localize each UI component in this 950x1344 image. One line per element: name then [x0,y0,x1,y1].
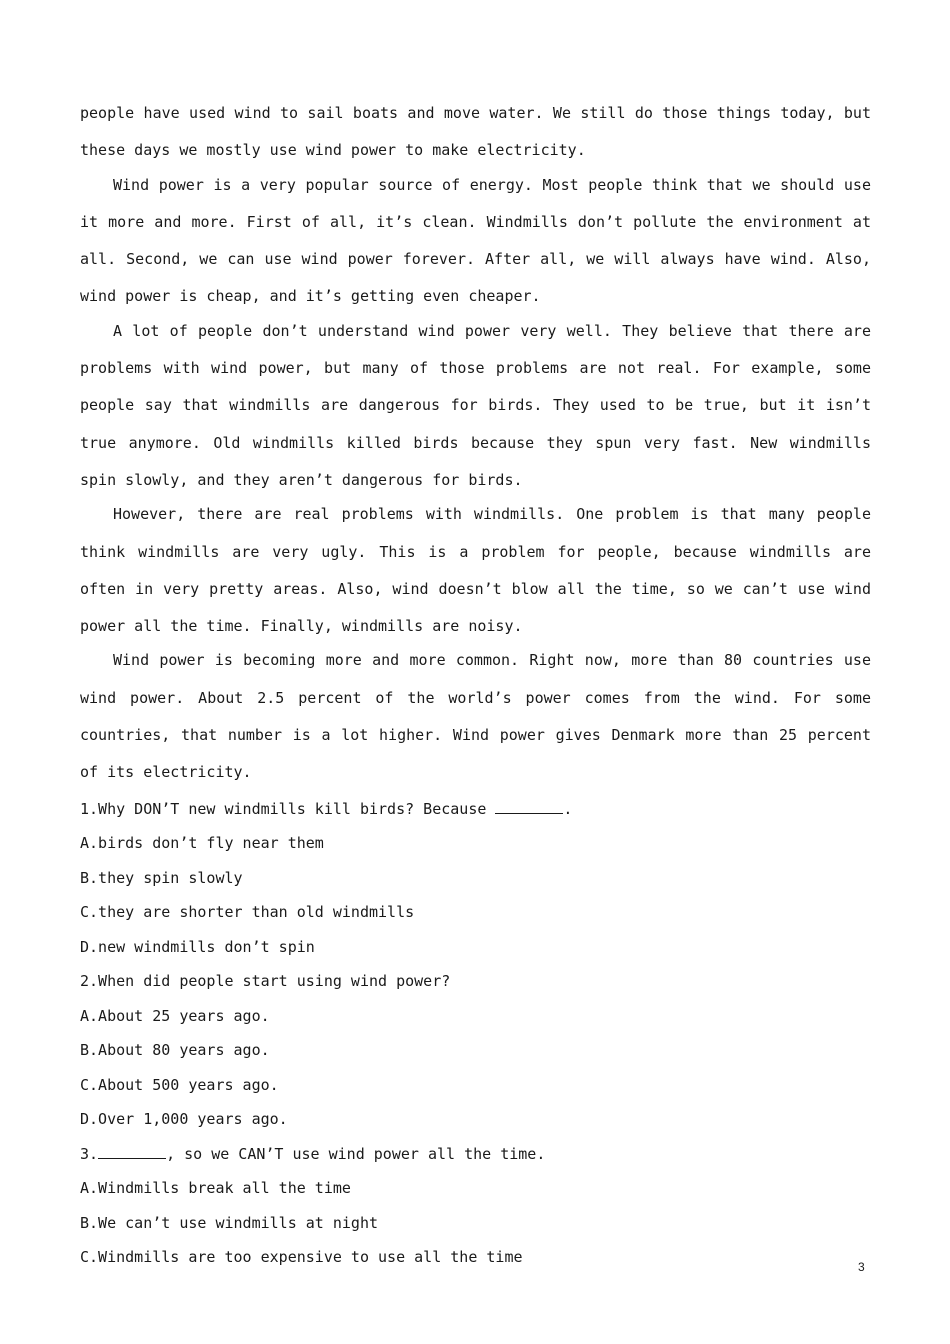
answer-option: B.We can’t use windmills at night [80,1213,379,1232]
answer-option: A.About 25 years ago. [80,1006,270,1025]
question-stem-text: . [563,799,573,818]
answer-option: B.they spin slowly [80,868,243,887]
answer-option: C.Windmills are too expensive to use all the time [80,1248,523,1267]
passage-paragraph: A lot of people don’t understand wind power very well. They believe that there are problems with wind power, but many of those problems are not real. For example, some people say that windmills are dangerous for birds. They used to be true, but it isn’t true anymore. Old windmills killed birds because they spun very fast. New windmills spin slowly, and they aren’t dangerous for birds. [80,321,871,489]
answer-blank [98,1146,166,1159]
answer-option: D.new windmills don’t spin [80,937,315,956]
answer-option: C.they are shorter than old windmills [80,903,415,922]
question-stem-text: 1.Why DON’T new windmills kill birds? Because [80,799,496,818]
passage-paragraph: people have used wind to sail boats and move water. We still do those things today, but these days we mostly use wind power to make electricity. [80,104,871,160]
answer-option: C.About 500 years ago. [80,1075,279,1094]
answer-option: B.About 80 years ago. [80,1041,270,1060]
answer-option: A.birds don’t fly near them [80,834,324,853]
question-stem: 2.When did people start using wind power? [80,972,451,991]
page-content [80,95,871,1275]
answer-blank [495,801,563,814]
question-stem [80,1137,871,1172]
question-stem [80,792,871,827]
passage-paragraph: However, there are real problems with windmills. One problem is that many people think windmills are very ugly. This is a problem for people, because windmills are often in very pretty areas. Also, wind doesn’t blow all the time, so we can’t use wind power all the time. Finally, windmills are noisy. [80,505,871,636]
passage-paragraph: Wind power is a very popular source of energy. Most people think that we should use it more and more. First of all, it’s clean. Windmills don’t pollute the environment at all. Second, we can use wind power forever. After all, we will always have wind. Also, wind power is cheap, and it’s getting even cheaper. [80,175,871,306]
answer-option: D.Over 1,000 years ago. [80,1110,288,1129]
question-stem-text: , so we CAN’T use wind power all the time. [166,1144,546,1163]
page-number: 3 [858,1260,865,1274]
answer-option: A.Windmills break all the time [80,1179,351,1198]
passage-paragraph: Wind power is becoming more and more common. Right now, more than 80 countries use wind power. About 2.5 percent of the world’s power comes from the wind. For some countries, that number is a lot higher. Wind power gives Denmark more than 25 percent of its electricity. [80,651,871,782]
question-stem-text: 3. [80,1144,99,1163]
